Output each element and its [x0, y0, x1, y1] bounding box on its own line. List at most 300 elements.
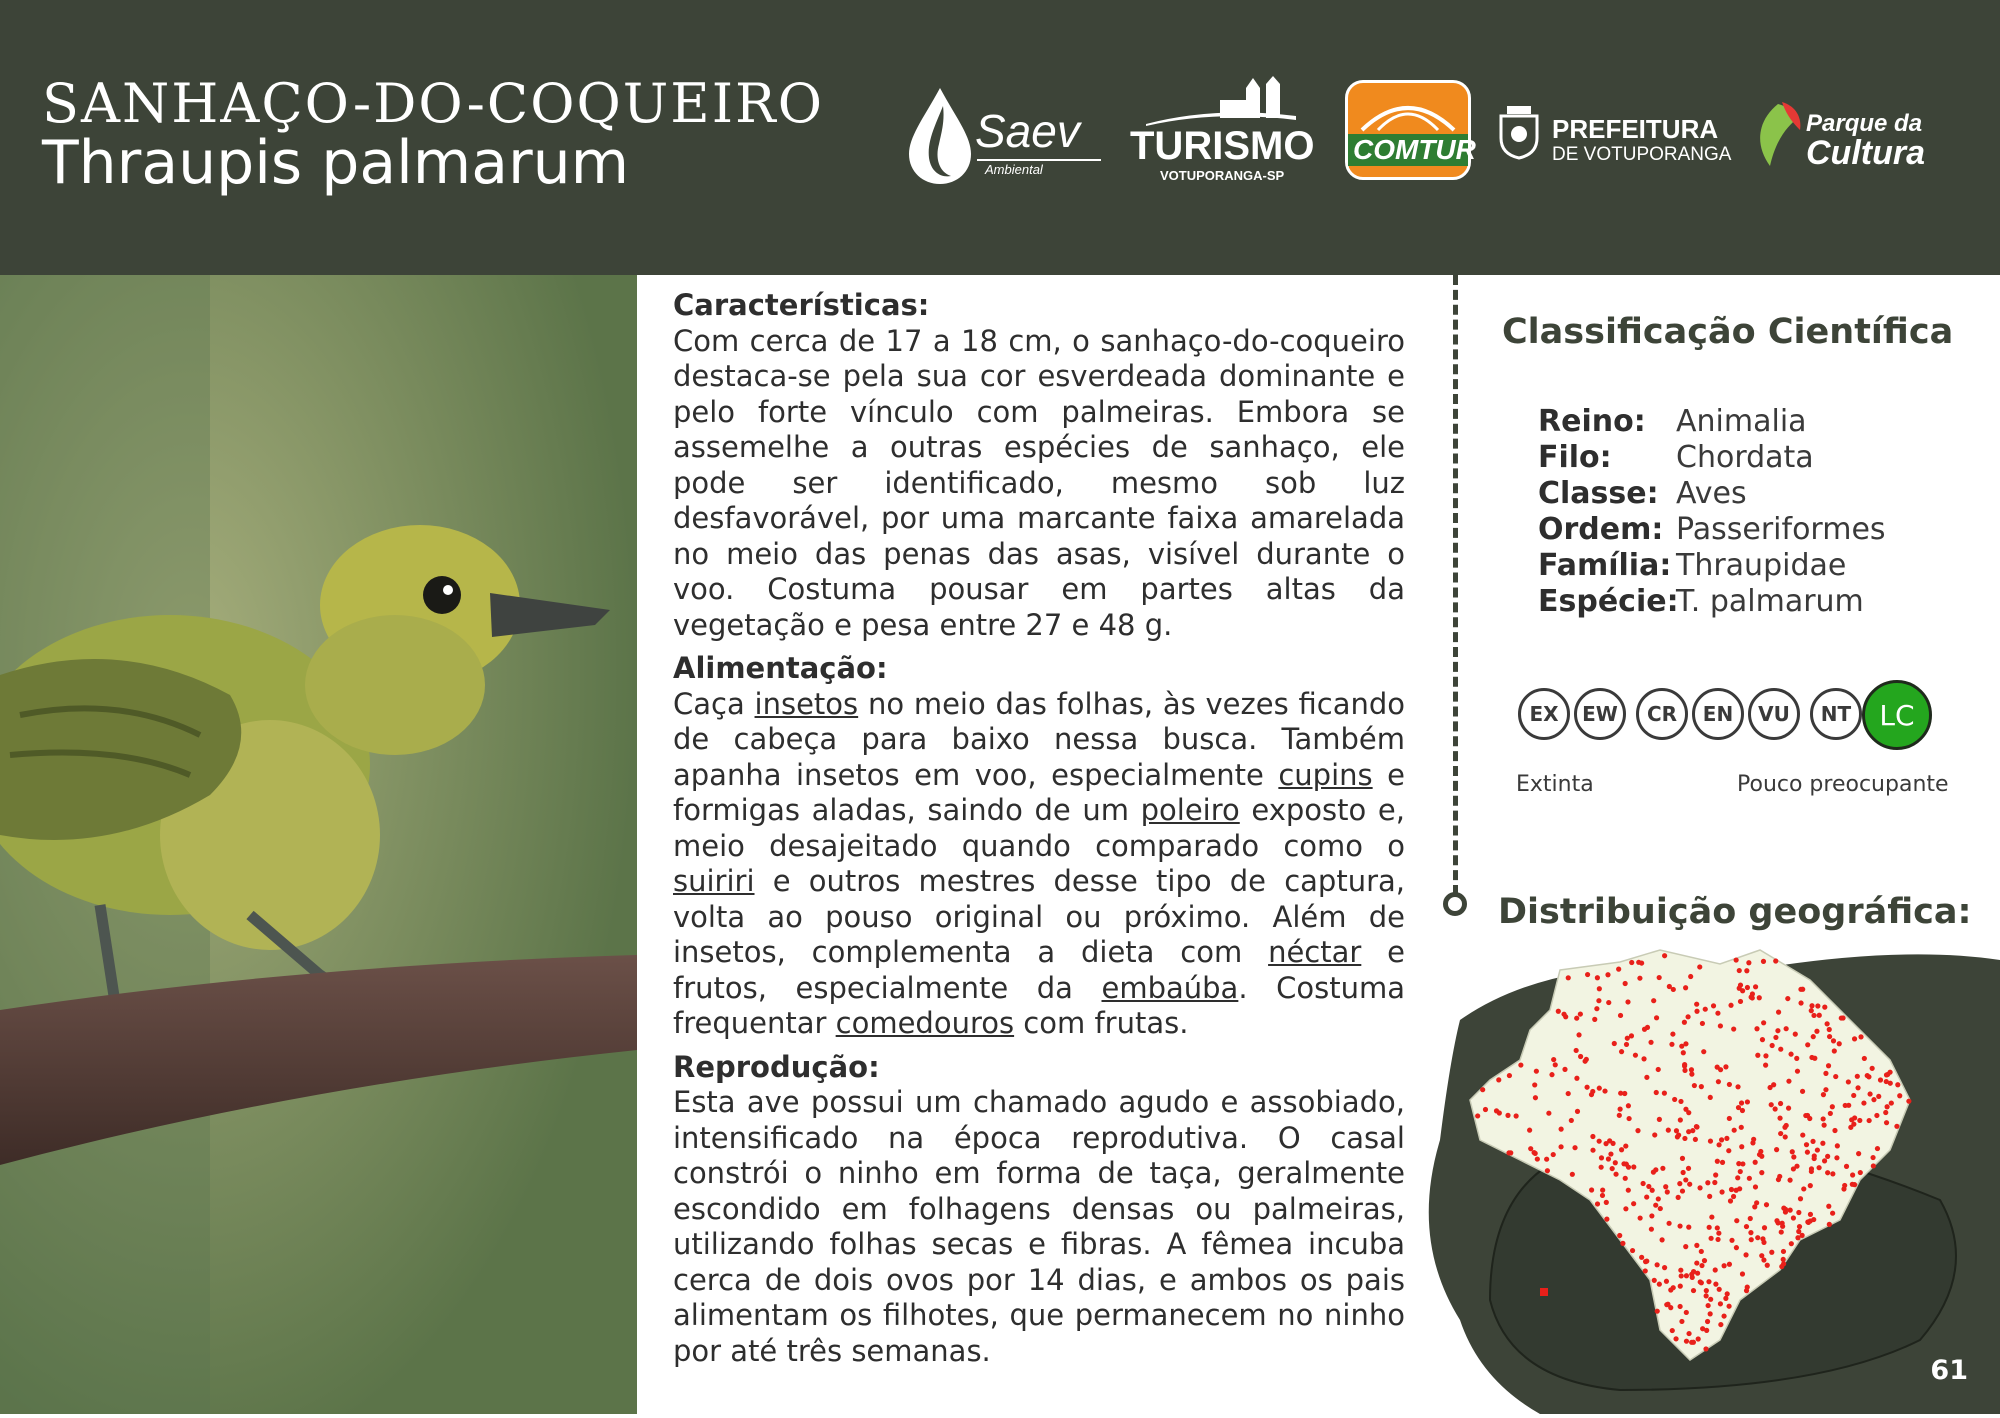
occurrence-dot: [1709, 1214, 1714, 1219]
occurrence-dot: [1672, 1097, 1677, 1102]
occurrence-dot: [1607, 1138, 1612, 1143]
occurrence-dot: [1850, 1172, 1855, 1177]
occurrence-dot: [1737, 986, 1742, 991]
occurrence-dot: [1694, 1243, 1699, 1248]
occurrence-dot: [1689, 1067, 1694, 1072]
occurrence-dot: [1723, 1064, 1728, 1069]
occurrence-dot: [1746, 960, 1751, 965]
occurrence-dot: [1755, 1235, 1760, 1240]
occurrence-dot: [1698, 1279, 1703, 1284]
occurrence-dot: [1716, 1231, 1721, 1236]
occurrence-dot: [1639, 1255, 1644, 1260]
occurrence-dot: [1894, 1124, 1899, 1129]
occurrence-dot: [1715, 1237, 1720, 1242]
occurrence-dot: [1739, 1144, 1744, 1149]
water-drop-icon: [905, 86, 975, 186]
occurrence-dot: [1727, 1262, 1732, 1267]
occurrence-dot: [1532, 1082, 1537, 1087]
occurrence-dot: [1533, 1095, 1538, 1100]
occurrence-dot: [1713, 1267, 1718, 1272]
occurrence-dot: [1686, 1166, 1691, 1171]
page-number: 61: [1930, 1355, 1968, 1386]
class-row: Espécie: T. palmarum: [1538, 584, 1864, 619]
occurrence-dot: [1507, 1073, 1512, 1078]
occurrence-dot: [1599, 1165, 1604, 1170]
occurrence-dot: [1596, 998, 1601, 1003]
occurrence-dot: [1822, 1158, 1827, 1163]
occurrence-dot: [1574, 1048, 1579, 1053]
occurrence-dot: [1654, 1015, 1659, 1020]
occurrence-dot: [1805, 1113, 1810, 1118]
occurrence-dot: [1776, 1010, 1781, 1015]
occurrence-dot: [1821, 1092, 1826, 1097]
occurrence-dot: [1570, 1172, 1575, 1177]
occurrence-dot: [1666, 1221, 1671, 1226]
brazil-map: [1420, 940, 2000, 1414]
occurrence-dot: [1682, 1136, 1687, 1141]
occurrence-dot: [1704, 1288, 1709, 1293]
occurrence-dot: [1528, 1146, 1533, 1151]
link-insetos[interactable]: insetos: [754, 686, 859, 721]
class-row: Família: Thraupidae: [1538, 548, 1847, 583]
occurrence-dot: [1734, 1218, 1739, 1223]
status-badge-nt: NT: [1810, 688, 1862, 740]
cultura-label: Cultura: [1806, 134, 1925, 172]
occurrence-dot: [1704, 1293, 1709, 1298]
occurrence-dot: [1618, 1091, 1623, 1096]
occurrence-dot: [1808, 1183, 1813, 1188]
occurrence-dot: [1551, 1057, 1556, 1062]
occurrence-dot: [1800, 1132, 1805, 1137]
occurrence-dot: [1718, 1023, 1723, 1028]
occurrence-dot: [1681, 1050, 1686, 1055]
comtur-logo: [1343, 76, 1476, 186]
occurrence-dot: [1623, 1176, 1628, 1181]
occurrence-dot: [1740, 1271, 1745, 1276]
occurrence-dot: [1670, 1328, 1675, 1333]
occurrence-dot: [1783, 1207, 1788, 1212]
parque-cultura-logo: [1752, 76, 1962, 186]
occurrence-dot: [1670, 1031, 1675, 1036]
occurrence-dot: [1884, 1079, 1889, 1084]
occurrence-dot: [1655, 1262, 1660, 1267]
occurrence-dot: [1828, 1111, 1833, 1116]
occurrence-dot: [1686, 1331, 1691, 1336]
alimentacao-text: Caça insetos no meio das folhas, às vezes ficando de cabeça para baixo nessa busca. Também apanha insetos em voo, especialmente cupins e formigas aladas, saindo de um poleiro exposto e, meio desajeitado quando comparado como o suiriri e outros mestres desse tipo de captura, volta ao pouso original ou próximo. Além de insetos, complementa a dieta com néctar e frutos, especialmente da embaúba. Costuma frequentar comedouros com frutas.: [673, 686, 1406, 1040]
occurrence-dot: [1718, 1301, 1723, 1306]
status-label-extinct: Extinta: [1516, 772, 1594, 797]
occurrence-dot: [1840, 1015, 1845, 1020]
occurrence-dot: [1767, 1085, 1772, 1090]
caracteristicas-text: Com cerca de 17 a 18 cm, o sanhaço-do-coqueiro destaca-se pela sua cor esverdeada dominante e pelo forte vínculo com palmeiras. Embora se assemelhe a outras espécies de sanhaço, ele pode ser identificado, mesmo sob luz desfavorável, por uma marcante faixa amarelada no meio das penas das asas, visível durante o voo. Costuma pousar em partes altas da vegetação e pesa entre 27 e 48 g.: [673, 323, 1405, 642]
classification-table: [1538, 404, 1886, 620]
occurrence-dot: [1729, 1187, 1734, 1192]
occurrence-dot: [1595, 1201, 1600, 1206]
status-badge-cr: CR: [1636, 688, 1688, 740]
occurrence-dot: [1643, 1268, 1648, 1273]
occurrence-dot: [1635, 1128, 1640, 1133]
occurrence-dot: [1852, 1115, 1857, 1120]
occurrence-dot: [1662, 1265, 1667, 1270]
occurrence-dot: [1713, 1172, 1718, 1177]
occurrence-dot: [1681, 1170, 1686, 1175]
occurrence-dot: [1720, 1160, 1725, 1165]
occurrence-dot: [1806, 1220, 1811, 1225]
occurrence-dot: [1678, 1304, 1683, 1309]
occurrence-dot: [1707, 1225, 1712, 1230]
occurrence-dot: [1719, 1189, 1724, 1194]
occurrence-dot: [1680, 1188, 1685, 1193]
occurrence-dot: [1744, 1224, 1749, 1229]
occurrence-dot: [1870, 1155, 1875, 1160]
occurrence-dot: [1527, 1128, 1532, 1133]
occurrence-dot: [1731, 1194, 1736, 1199]
occurrence-dot: [1759, 1170, 1764, 1175]
occurrence-dot: [1533, 1151, 1538, 1156]
occurrence-dot: [1671, 987, 1676, 992]
header-bar: [0, 0, 2000, 275]
occurrence-dot: [1689, 1272, 1694, 1277]
prefeitura-logo: [1495, 76, 1735, 186]
occurrence-dot: [1706, 1279, 1711, 1284]
occurrence-dot: [1848, 1125, 1853, 1130]
occurrence-dot: [1875, 1146, 1880, 1151]
occurrence-dot: [1754, 1026, 1759, 1031]
occurrence-dot: [1712, 1180, 1717, 1185]
occurrence-dot: [1673, 1336, 1678, 1341]
occurrence-dot: [1745, 1099, 1750, 1104]
occurrence-dot: [1678, 1268, 1683, 1273]
occurrence-dot: [1809, 1008, 1814, 1013]
occurrence-dot: [1657, 975, 1662, 980]
occurrence-dot: [1795, 1235, 1800, 1240]
occurrence-dot: [1809, 1003, 1814, 1008]
occurrence-dot: [1707, 1194, 1712, 1199]
occurrence-dot: [1827, 1034, 1832, 1039]
leaf-icon: [1752, 100, 1804, 170]
occurrence-dot: [1655, 1309, 1660, 1314]
occurrence-dot: [1644, 1075, 1649, 1080]
occurrence-dot: [1597, 1086, 1602, 1091]
occurrence-dot: [1816, 1165, 1821, 1170]
occurrence-dot: [1652, 1278, 1657, 1283]
occurrence-dot: [1610, 1166, 1615, 1171]
occurrence-dot: [1739, 1125, 1744, 1130]
occurrence-dot: [1858, 1034, 1863, 1039]
occurrence-dot: [1775, 1028, 1780, 1033]
occurrence-dot: [1475, 1113, 1480, 1118]
reproducao-heading: Reprodução:: [673, 1049, 880, 1084]
occurrence-dot: [1823, 1087, 1828, 1092]
turismo-label: TURISMO: [1130, 124, 1315, 168]
occurrence-dot: [1683, 985, 1688, 990]
occurrence-dot: [1626, 1103, 1631, 1108]
occurrence-dot: [1734, 1245, 1739, 1250]
distribution-map: [1420, 940, 2000, 1414]
occurrence-dot: [1717, 1287, 1722, 1292]
occurrence-dot: [1703, 1007, 1708, 1012]
occurrence-dot: [1778, 1101, 1783, 1106]
occurrence-dot: [1844, 1164, 1849, 1169]
occurrence-dot: [1762, 1225, 1767, 1230]
status-badge-vu: VU: [1748, 688, 1800, 740]
status-badge-lc: LC: [1862, 680, 1932, 750]
occurrence-dot: [1694, 1009, 1699, 1014]
occurrence-dot: [1852, 1036, 1857, 1041]
occurrence-dot: [1781, 1249, 1786, 1254]
occurrence-dot: [1636, 960, 1641, 965]
occurrence-dot: [1740, 1108, 1745, 1113]
occurrence-dot: [1715, 1065, 1720, 1070]
occurrence-dot: [1753, 1160, 1758, 1165]
occurrence-dot: [1694, 1260, 1699, 1265]
occurrence-dot: [1887, 1070, 1892, 1075]
occurrence-dot: [1830, 1211, 1835, 1216]
occurrence-dot: [1650, 1188, 1655, 1193]
occurrence-dot: [1761, 1257, 1766, 1262]
bird-illustration: [0, 275, 637, 1414]
occurrence-dot: [1483, 1107, 1488, 1112]
occurrence-dot: [1619, 1147, 1624, 1152]
occurrence-dot: [1861, 1100, 1866, 1105]
occurrence-dot: [1679, 1319, 1684, 1324]
occurrence-dot: [1600, 1188, 1605, 1193]
occurrence-dot: [1666, 1128, 1671, 1133]
occurrence-dot: [1874, 1113, 1879, 1118]
occurrence-dot: [1765, 1263, 1770, 1268]
occurrence-dot: [1623, 1206, 1628, 1211]
occurrence-dot: [1846, 1079, 1851, 1084]
occurrence-dot: [1708, 1095, 1713, 1100]
occurrence-dot: [1735, 1175, 1740, 1180]
occurrence-dot: [1729, 1238, 1734, 1243]
occurrence-dot: [1654, 1090, 1659, 1095]
occurrence-dot: [1641, 1181, 1646, 1186]
occurrence-dot: [1574, 1016, 1579, 1021]
occurrence-dot: [1791, 1166, 1796, 1171]
occurrence-dot: [1592, 1017, 1597, 1022]
status-label-least-concern: Pouco preocupante: [1737, 772, 1949, 797]
occurrence-dot: [1884, 1120, 1889, 1125]
occurrence-dot: [1755, 1053, 1760, 1058]
building-icon: [1358, 92, 1458, 132]
occurrence-dot: [1752, 1204, 1757, 1209]
occurrence-dot: [1817, 1013, 1822, 1018]
occurrence-dot: [1612, 1041, 1617, 1046]
occurrence-dot: [1629, 960, 1634, 965]
occurrence-dot: [1725, 1291, 1730, 1296]
occurrence-dot: [1660, 1166, 1665, 1171]
occurrence-dot: [1613, 1160, 1618, 1165]
occurrence-dot: [1906, 1099, 1911, 1104]
occurrence-dot: [1832, 1128, 1837, 1133]
turismo-logo: [1130, 76, 1315, 186]
occurrence-dot: [1835, 1143, 1840, 1148]
link-poleiro[interactable]: poleiro: [1140, 793, 1240, 827]
occurrence-dot: [1748, 1216, 1753, 1221]
coat-of-arms-icon: [1495, 104, 1543, 160]
occurrence-dot: [1697, 1185, 1702, 1190]
church-icon: [1146, 76, 1296, 126]
occurrence-dot: [1809, 1169, 1814, 1174]
occurrence-dot: [1825, 1021, 1830, 1026]
occurrence-dot: [1858, 1170, 1863, 1175]
occurrence-dot: [1781, 1261, 1786, 1266]
occurrence-dot: [1645, 1025, 1650, 1030]
occurrence-dot: [1682, 1020, 1687, 1025]
occurrence-dot: [1736, 1161, 1741, 1166]
occurrence-dot: [1690, 1128, 1695, 1133]
occurrence-dot: [1683, 1177, 1688, 1182]
occurrence-dot: [1795, 1069, 1800, 1074]
occurrence-dot: [1794, 1056, 1799, 1061]
occurrence-dot: [1743, 1252, 1748, 1257]
occurrence-dot: [1738, 999, 1743, 1004]
occurrence-dot: [1843, 1103, 1848, 1108]
occurrence-dot: [1804, 1142, 1809, 1147]
occurrence-dot: [1774, 1147, 1779, 1152]
occurrence-dot: [1805, 1150, 1810, 1155]
occurrence-dot: [1669, 1042, 1674, 1047]
occurrence-dot: [1623, 981, 1628, 986]
occurrence-dot: [1590, 1148, 1595, 1153]
occurrence-dot: [1737, 968, 1742, 973]
occurrence-dot: [1778, 1131, 1783, 1136]
occurrence-dot: [1727, 1082, 1732, 1087]
occurrence-dot: [1769, 1102, 1774, 1107]
occurrence-dot: [1763, 1053, 1768, 1058]
occurrence-dot: [1749, 1237, 1754, 1242]
occurrence-dot: [1576, 1032, 1581, 1037]
occurrence-dot: [1800, 1089, 1805, 1094]
occurrence-dot: [1711, 1003, 1716, 1008]
occurrence-dot: [1648, 1040, 1653, 1045]
occurrence-dot: [1534, 1069, 1539, 1074]
occurrence-dot: [1702, 1258, 1707, 1263]
occurrence-dot: [1691, 1288, 1696, 1293]
occurrence-dot: [1697, 964, 1702, 969]
occurrence-dot: [1546, 1111, 1551, 1116]
occurrence-dot: [1739, 1100, 1744, 1105]
occurrence-dot: [1706, 1303, 1711, 1308]
occurrence-dot: [1842, 1183, 1847, 1188]
occurrence-dot: [1726, 1148, 1731, 1153]
description-column: [673, 288, 1405, 1377]
occurrence-dot: [1604, 1217, 1609, 1222]
common-name: SANHAÇO-DO-COQUEIRO: [42, 72, 824, 135]
occurrence-dot: [1867, 1118, 1872, 1123]
occurrence-dot: [1744, 968, 1749, 973]
occurrence-dot: [1761, 1240, 1766, 1245]
parque-label: Parque da: [1806, 110, 1923, 137]
occurrence-dot: [1608, 1151, 1613, 1156]
occurrence-dot: [1480, 1087, 1485, 1092]
occurrence-dot: [1693, 1137, 1698, 1142]
occurrence-dot: [1823, 1071, 1828, 1076]
occurrence-dot: [1574, 1076, 1579, 1081]
distribution-title: Distribuição geográfica:: [1498, 892, 1972, 932]
occurrence-dot: [1494, 1108, 1499, 1113]
occurrence-dot: [1558, 1144, 1563, 1149]
occurrence-dot: [1750, 995, 1755, 1000]
occurrence-dot: [1716, 1079, 1721, 1084]
occurrence-dot: [1788, 1052, 1793, 1057]
occurrence-dot: [1786, 1106, 1791, 1111]
occurrence-dot: [1805, 1042, 1810, 1047]
occurrence-dot: [1662, 953, 1667, 958]
link-cupins[interactable]: cupins: [1278, 757, 1373, 792]
occurrence-dot: [1815, 1003, 1820, 1008]
link-nectar[interactable]: néctar: [1268, 935, 1362, 969]
occurrence-dot: [1715, 1225, 1720, 1230]
occurrence-dot: [1556, 1009, 1561, 1014]
occurrence-dot: [1708, 1236, 1713, 1241]
occurrence-dot: [1631, 1201, 1636, 1206]
occurrence-dot: [1694, 1124, 1699, 1129]
occurrence-dot: [1699, 1249, 1704, 1254]
occurrence-dot: [1505, 1113, 1510, 1118]
occurrence-dot: [1745, 985, 1750, 990]
occurrence-dot: [1826, 1204, 1831, 1209]
occurrence-dot: [1659, 1237, 1664, 1242]
occurrence-dot: [1790, 1149, 1795, 1154]
occurrence-dot: [1769, 1250, 1774, 1255]
occurrence-dot: [1757, 995, 1762, 1000]
occurrence-dot: [1791, 1154, 1796, 1159]
occurrence-dot: [1617, 1233, 1622, 1238]
occurrence-dot: [1626, 1188, 1631, 1193]
occurrence-dot: [1662, 1091, 1667, 1096]
occurrence-dot: [1605, 972, 1610, 977]
occurrence-dot: [1727, 1116, 1732, 1121]
occurrence-dot: [1708, 1139, 1713, 1144]
occurrence-dot: [1620, 1241, 1625, 1246]
occurrence-dot: [1679, 1044, 1684, 1049]
occurrence-dot: [1781, 1257, 1786, 1262]
occurrence-dot: [1718, 1322, 1723, 1327]
occurrence-dot: [1549, 1072, 1554, 1077]
occurrence-dot: [1748, 1230, 1753, 1235]
link-suiriri[interactable]: suiriri: [673, 864, 755, 898]
occurrence-dot: [1589, 1187, 1594, 1192]
class-row: Filo: Chordata: [1538, 440, 1814, 475]
link-comedouros[interactable]: comedouros: [835, 1006, 1015, 1040]
occurrence-dot: [1630, 1248, 1635, 1253]
occurrence-dot: [1866, 1074, 1871, 1079]
occurrence-dot: [1757, 1152, 1762, 1157]
occurrence-dot: [1559, 1127, 1564, 1132]
occurrence-dot: [1624, 1042, 1629, 1047]
occurrence-dot: [1595, 975, 1600, 980]
occurrence-dot: [1832, 1048, 1837, 1053]
occurrence-dot: [1761, 1020, 1766, 1025]
link-embauba[interactable]: embaúba: [1101, 970, 1239, 1005]
occurrence-dot: [1665, 1189, 1670, 1194]
occurrence-dot: [1708, 1311, 1713, 1316]
occurrence-dot: [1545, 1168, 1550, 1173]
occurrence-dot: [1786, 1079, 1791, 1084]
alimentacao-heading: Alimentação:: [673, 651, 888, 685]
scientific-name: Thraupis palmarum: [42, 128, 630, 198]
occurrence-dot: [1703, 1346, 1708, 1351]
occurrence-dot: [1753, 984, 1758, 989]
occurrence-dot: [1572, 1145, 1577, 1150]
occurrence-dot: [1885, 1104, 1890, 1109]
occurrence-dot: [1606, 1000, 1611, 1005]
occurrence-dot: [1715, 1159, 1720, 1164]
classification-title: Classificação Científica: [1502, 312, 1954, 352]
occurrence-dot: [1675, 1134, 1680, 1139]
